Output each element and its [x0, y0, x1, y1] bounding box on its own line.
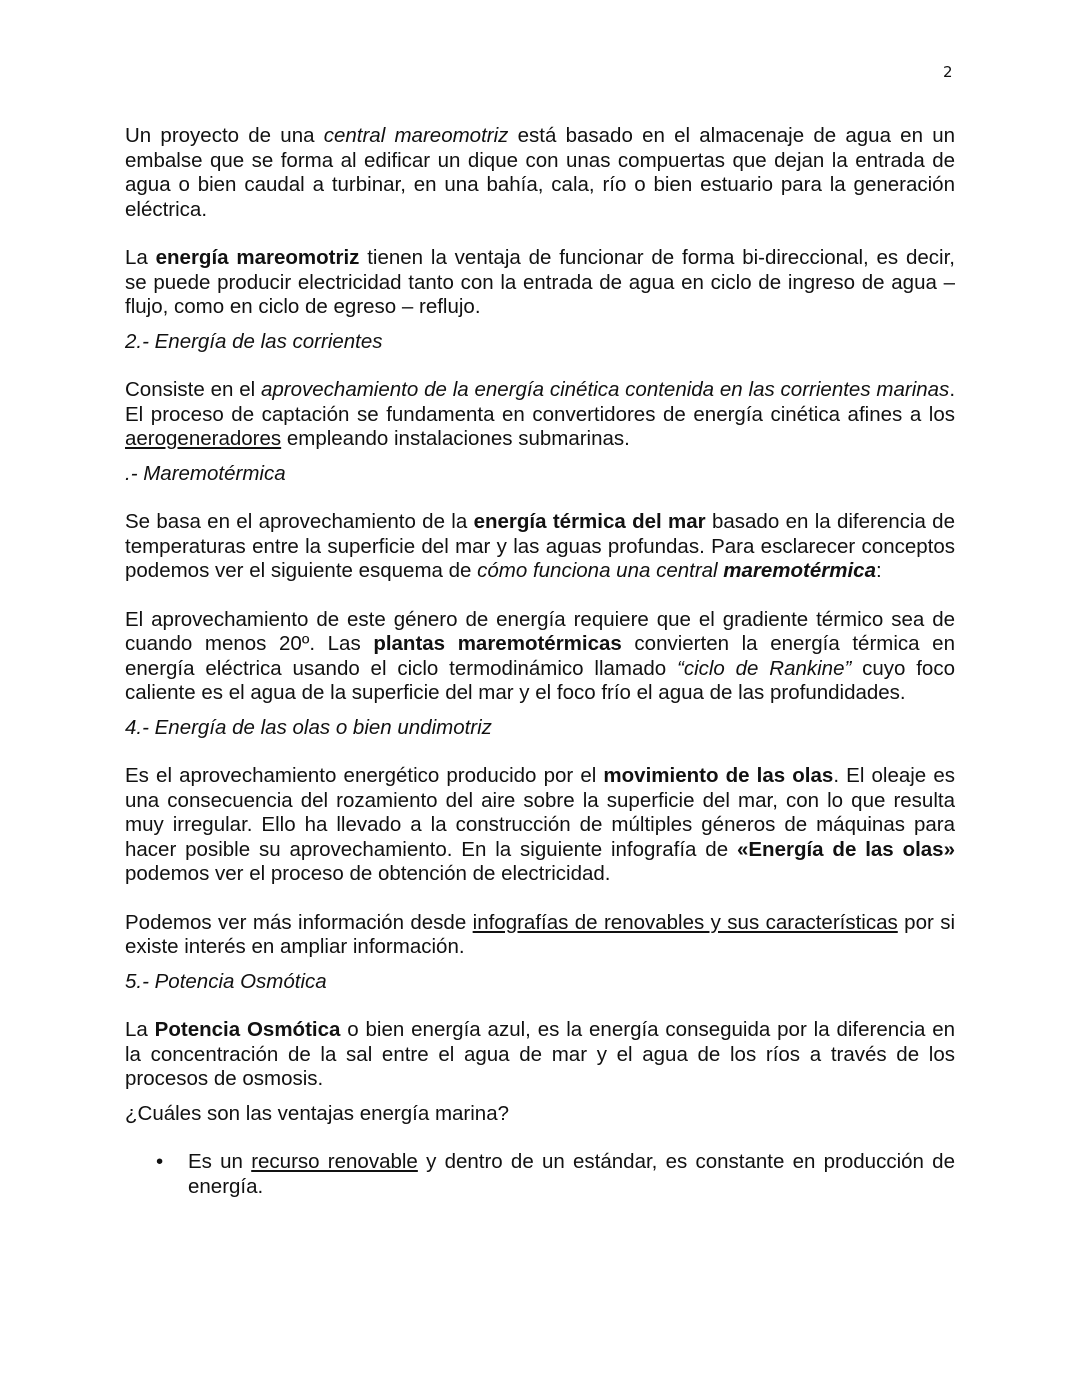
- italic-run: aprovechamiento de la energía cinética contenida en las corrientes marinas: [261, 378, 950, 401]
- paragraph-corrientes: [125, 378, 955, 452]
- text-run: Es un: [188, 1150, 252, 1173]
- bold-run: energía mareomotriz: [155, 246, 360, 269]
- heading-energia-corrientes: 2.- Energía de las corrientes: [125, 329, 383, 353]
- text-run: Es el aprovechamiento energético producido por el: [125, 764, 604, 787]
- text-run: cuyo foco caliente es el agua de la superficie del mar y el foco frío el agua de las profundidades.: [125, 656, 955, 704]
- text-run: por si existe interés en ampliar información.: [125, 910, 956, 958]
- bold-italic-run: maremotérmica: [723, 559, 876, 582]
- question-ventajas: ¿Cuáles son las ventajas energía marina?: [125, 1101, 510, 1125]
- text-run: La: [125, 246, 156, 269]
- text-run: . El proceso de captación se fundamenta en convertidores de energía cinética afines a los: [125, 378, 956, 426]
- text-run: empleando instalaciones submarinas.: [281, 427, 630, 450]
- heading-maremotermica: .- Maremotérmica: [125, 461, 286, 485]
- text-run: La: [125, 1018, 155, 1041]
- italic-run: central mareomotriz: [323, 124, 509, 147]
- page-number: 2: [943, 63, 953, 81]
- paragraph-energia-mareomotriz: [125, 246, 955, 320]
- text-run: Un proyecto de una: [125, 124, 324, 147]
- bold-run: energía térmica del mar: [473, 510, 706, 533]
- text-run: y dentro de un estándar, es constante en producción de energía.: [188, 1150, 955, 1198]
- heading-energia-olas: 4.- Energía de las olas o bien undimotriz: [125, 715, 492, 739]
- text-run: tienen la ventaja de funcionar de forma bi-direccional, es decir, se puede producir electricidad tanto con la entrada de agua en ciclo de ingreso de agua – flujo, como en ciclo de egreso – reflujo.: [125, 246, 955, 318]
- bold-run: plantas maremotérmicas: [373, 632, 622, 655]
- paragraph-central-mareomotriz: [125, 124, 955, 222]
- bullet-marker: •: [156, 1150, 164, 1173]
- bold-run: movimiento de las olas: [603, 764, 834, 787]
- text-run: . El oleaje es una consecuencia del rozamiento del aire sobre la superficie del mar, con lo que resulta muy irregular. Ello ha llevado a la construcción de múltiples géneros de máquinas para hacer posible su aprovechamiento. En la siguiente infografía de: [125, 764, 955, 861]
- text-run: convierten la energía térmica en energía eléctrica usando el ciclo termodinámico llamado: [125, 632, 955, 680]
- page-content: [125, 124, 955, 1199]
- text-run: Consiste en el: [125, 378, 261, 401]
- paragraph-mas-informacion: [125, 911, 955, 960]
- text-run: :: [876, 559, 882, 582]
- paragraph-maremotermica: [125, 510, 955, 584]
- text-run: El aprovechamiento de este género de energía requiere que el gradiente térmico sea de cuando menos 20º. Las: [125, 607, 955, 655]
- italic-run: “ciclo de Rankine”: [677, 656, 852, 680]
- bold-run: «Energía de las olas»: [736, 837, 955, 861]
- text-run: está basado en el almacenaje de agua en un embalse que se forma al edificar un dique con unas compuertas que dejan la entrada de agua o bien caudal a turbinar, en una bahía, cala, río o bien estuario para la generación eléctrica.: [125, 124, 956, 221]
- heading-potencia-osmotica: 5.- Potencia Osmótica: [125, 969, 327, 993]
- paragraph-osmotica: [125, 1018, 955, 1092]
- text-run: Se basa en el aprovechamiento de la: [125, 510, 474, 533]
- link-recurso-renovable[interactable]: recurso renovable: [251, 1150, 418, 1173]
- ventajas-list: [125, 1150, 955, 1199]
- list-item: [156, 1150, 955, 1199]
- text-run: o bien energía azul, es la energía conseguida por la diferencia en la concentración de la sal entre el agua de mar y el agua de los ríos a través de los procesos de osmosis.: [125, 1018, 956, 1090]
- paragraph-olas: [125, 764, 955, 887]
- link-aerogeneradores[interactable]: aerogeneradores: [125, 427, 282, 450]
- text-run: podemos ver el proceso de obtención de electricidad.: [125, 862, 611, 885]
- link-infografias-renovables[interactable]: infografías de renovables y sus características: [472, 910, 898, 934]
- paragraph-gradiente-termico: [125, 608, 955, 706]
- italic-run: cómo funciona una central: [477, 559, 724, 582]
- bold-run: Potencia Osmótica: [154, 1018, 341, 1041]
- text-run: Podemos ver más información desde: [125, 910, 473, 934]
- text-run: basado en la diferencia de temperaturas entre la superficie del mar y las aguas profundas. Para esclarecer conceptos podemos ver el siguiente esquema de: [125, 510, 955, 582]
